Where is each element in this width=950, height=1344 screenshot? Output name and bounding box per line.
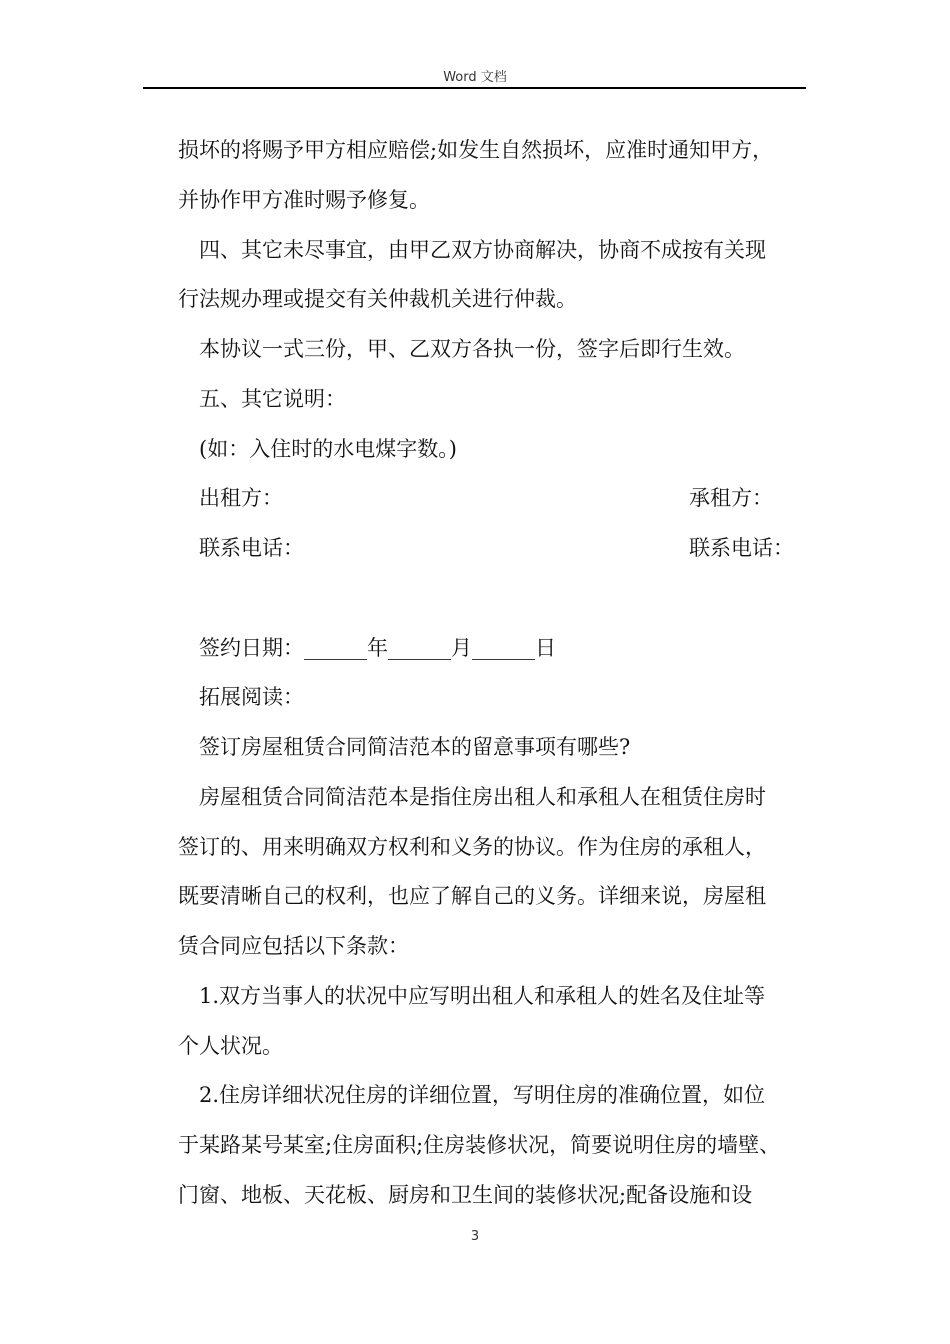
body-line: 并协作甲方准时赐予修复。: [178, 188, 430, 212]
list-item-1-cont: 个人状况。: [178, 1034, 283, 1058]
lessee-label: 承租方：: [689, 486, 773, 510]
header-divider: [143, 87, 806, 89]
signing-date: 签约日期：______年______月______日: [199, 636, 556, 660]
list-item-1: 1.双方当事人的状况中应写明出租人和承租人的姓名及住址等: [199, 984, 766, 1008]
extended-question: 签订房屋租赁合同简洁范本的留意事项有哪些?: [199, 735, 631, 759]
paragraph-line: 房屋租赁合同简洁范本是指住房出租人和承租人在租赁住房时: [199, 785, 766, 809]
body-line: 行法规办理或提交有关仲裁机关进行仲裁。: [178, 287, 577, 311]
lessor-label: 出租方：: [199, 486, 283, 510]
paragraph-line: 既要清晰自己的权利，也应了解自己的义务。详细来说，房屋租: [178, 884, 766, 908]
list-item-2: 2.住房详细状况住房的详细位置，写明住房的准确位置，如位: [199, 1083, 766, 1107]
paragraph-line: 签订的、用来明确双方权利和义务的协议。作为住房的承租人，: [178, 835, 766, 859]
clause-five-note: (如：入住时的水电煤字数。): [199, 437, 457, 461]
clause-five-heading: 五、其它说明：: [199, 387, 346, 411]
list-item-2-cont: 门窗、地板、天花板、厨房和卫生间的装修状况;配备设施和设: [178, 1183, 753, 1207]
body-line: 损坏的将赐予甲方相应赔偿;如发生自然损坏，应准时通知甲方，: [178, 138, 774, 162]
header-title: Word 文档: [443, 70, 507, 85]
extended-reading-heading: 拓展阅读：: [199, 685, 304, 709]
list-item-2-cont: 于某路某号某室;住房面积;住房装修状况，简要说明住房的墙壁、: [178, 1133, 781, 1157]
copies-statement: 本协议一式三份，甲、乙双方各执一份，签字后即行生效。: [199, 337, 745, 361]
paragraph-line: 赁合同应包括以下条款：: [178, 934, 409, 958]
lessor-phone-label: 联系电话：: [199, 536, 304, 560]
lessee-phone-label: 联系电话：: [689, 536, 794, 560]
clause-four: 四、其它未尽事宜，由甲乙双方协商解决，协商不成按有关现: [199, 238, 766, 262]
page-number: 3: [470, 1229, 480, 1244]
